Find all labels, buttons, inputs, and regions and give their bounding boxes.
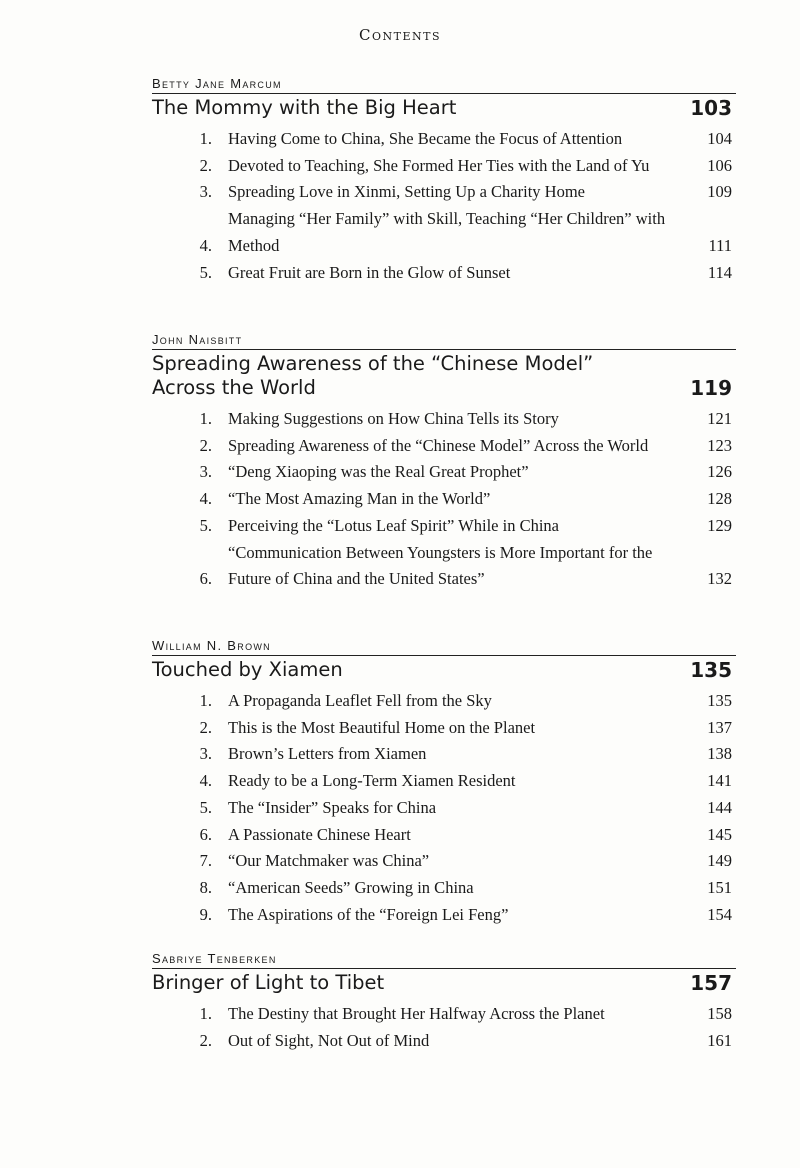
section-rule: [152, 349, 736, 350]
toc-entry: [152, 848, 736, 875]
entry-title: Making Suggestions on How China Tells its Story: [228, 409, 559, 428]
entry-number: 2.: [199, 717, 212, 737]
entry-number: 1.: [199, 691, 212, 710]
entry-title: Perceiving the “Lotus Leaf Spirit” While in China: [228, 515, 559, 535]
entry-page: 161: [707, 1030, 732, 1050]
entry-title: The Aspirations of the “Foreign Lei Feng”: [228, 904, 509, 924]
toc-entry: [152, 433, 736, 460]
toc-section: [152, 76, 736, 286]
entry-page: 123: [707, 435, 732, 455]
toc-entry: [152, 1001, 736, 1028]
entry-title: “Deng Xiaoping was the Real Great Prophet”: [228, 462, 529, 482]
toc-entry: [152, 540, 736, 593]
entry-number: 3.: [199, 182, 212, 202]
section-title-row: [152, 352, 736, 400]
section-page-number: 157: [690, 971, 732, 995]
toc-section: [152, 638, 736, 928]
entry-number: 6.: [199, 569, 212, 589]
toc-entry: [152, 126, 736, 153]
section-author: William N. Brown: [152, 638, 271, 653]
entry-title: Ready to be a Long-Term Xiamen Resident: [228, 771, 516, 791]
entry-page: 135: [707, 691, 732, 710]
section-page-number: 135: [690, 658, 732, 682]
entry-page: 149: [707, 851, 732, 871]
section-entries: [152, 1001, 736, 1054]
entry-page: 106: [707, 155, 732, 175]
entry-title: “Our Matchmaker was China”: [228, 851, 430, 871]
entry-title: A Propaganda Leaflet Fell from the Sky: [228, 691, 492, 710]
entry-title: Brown’s Letters from Xiamen: [228, 744, 427, 764]
entry-title: Out of Sight, Not Out of Mind: [228, 1030, 430, 1050]
toc-entry: [152, 260, 736, 287]
toc-entry: [152, 688, 736, 715]
entry-page: 104: [707, 129, 732, 148]
entry-number: 4.: [199, 771, 212, 791]
toc-entry: [152, 486, 736, 513]
entry-title: “Communication Between Youngsters is More Important for the Future of China and the United States”: [228, 542, 653, 589]
section-rule: [152, 655, 736, 656]
entry-number: 3.: [199, 462, 212, 482]
entry-title: The “Insider” Speaks for China: [228, 797, 437, 817]
entry-page: 128: [707, 489, 732, 509]
section-title: Touched by Xiamen: [152, 658, 343, 681]
toc-entry: [152, 795, 736, 822]
section-page-number: 103: [690, 96, 732, 120]
entry-title: “American Seeds” Growing in China: [228, 877, 474, 897]
entry-number: 6.: [199, 824, 212, 844]
section-author: John Naisbitt: [152, 332, 243, 347]
toc-entry: [152, 715, 736, 742]
toc-entry: [152, 406, 736, 433]
toc-entry: [152, 153, 736, 180]
entry-number: 4.: [199, 489, 212, 509]
section-entries: [152, 688, 736, 928]
entry-number: 3.: [199, 744, 212, 764]
entry-title: This is the Most Beautiful Home on the Planet: [228, 717, 536, 737]
entry-number: 1.: [199, 409, 212, 428]
toc-entry: [152, 768, 736, 795]
entry-page: 151: [707, 877, 732, 897]
entry-number: 7.: [199, 851, 212, 871]
entry-number: 5.: [199, 797, 212, 817]
entry-page: 145: [707, 824, 732, 844]
section-title: Bringer of Light to Tibet: [152, 971, 385, 994]
entry-page: 121: [707, 409, 732, 428]
section-title-row: [152, 96, 736, 120]
section-title-row: [152, 658, 736, 682]
entry-title: The Destiny that Brought Her Halfway Across the Planet: [228, 1004, 605, 1023]
section-rule: [152, 93, 736, 94]
entry-title: Spreading Awareness of the “Chinese Model” Across the World: [228, 435, 649, 455]
toc-section: [152, 332, 736, 593]
entry-number: 9.: [199, 904, 212, 924]
entry-page: 109: [707, 182, 732, 202]
section-title-row: [152, 971, 736, 995]
entry-page: 111: [708, 235, 732, 255]
toc-entry: [152, 459, 736, 486]
entry-number: 2.: [199, 1030, 212, 1050]
section-author: Betty Jane Marcum: [152, 76, 282, 91]
entry-page: 114: [707, 262, 732, 282]
entry-number: 5.: [199, 262, 212, 282]
toc-entry: [152, 1028, 736, 1055]
entry-title: Managing “Her Family” with Skill, Teaching “Her Children” with Method: [228, 209, 666, 255]
entry-page: 126: [707, 462, 732, 482]
section-title: The Mommy with the Big Heart: [152, 96, 457, 119]
entry-title: Devoted to Teaching, She Formed Her Ties with the Land of Yu: [228, 155, 650, 175]
toc-entry: [152, 822, 736, 849]
entry-page: 158: [707, 1004, 732, 1023]
section-page-number: 119: [690, 376, 732, 400]
entry-page: 138: [707, 744, 732, 764]
section-entries: [152, 126, 736, 286]
entry-number: 1.: [199, 129, 212, 148]
entry-number: 5.: [199, 515, 212, 535]
entry-page: 129: [707, 515, 732, 535]
section-rule: [152, 968, 736, 969]
toc-entry: [152, 513, 736, 540]
section-entries: [152, 406, 736, 593]
entry-title: “The Most Amazing Man in the World”: [228, 489, 491, 509]
toc-section: [152, 951, 736, 1054]
toc-entry: [152, 875, 736, 902]
entry-page: 144: [707, 797, 732, 817]
page-header: Contents: [359, 26, 441, 44]
entry-title: Great Fruit are Born in the Glow of Sunset: [228, 262, 511, 282]
entry-number: 8.: [199, 877, 212, 897]
entry-number: 4.: [199, 235, 212, 255]
entry-title: Spreading Love in Xinmi, Setting Up a Charity Home: [228, 182, 585, 202]
entry-number: 1.: [199, 1004, 212, 1023]
toc-entry: [152, 902, 736, 929]
entry-title: Having Come to China, She Became the Focus of Attention: [228, 129, 623, 148]
section-title: Spreading Awareness of the “Chinese Model” Across the World: [152, 352, 594, 399]
entry-page: 132: [707, 569, 732, 589]
section-author: Sabriye Tenberken: [152, 951, 277, 966]
entry-page: 154: [707, 904, 732, 924]
entry-number: 2.: [199, 435, 212, 455]
entry-page: 141: [707, 771, 732, 791]
entry-number: 2.: [199, 155, 212, 175]
toc-entry: [152, 179, 736, 206]
entry-title: A Passionate Chinese Heart: [228, 824, 411, 844]
toc-entry: [152, 206, 736, 259]
toc-entry: [152, 741, 736, 768]
entry-page: 137: [707, 717, 732, 737]
